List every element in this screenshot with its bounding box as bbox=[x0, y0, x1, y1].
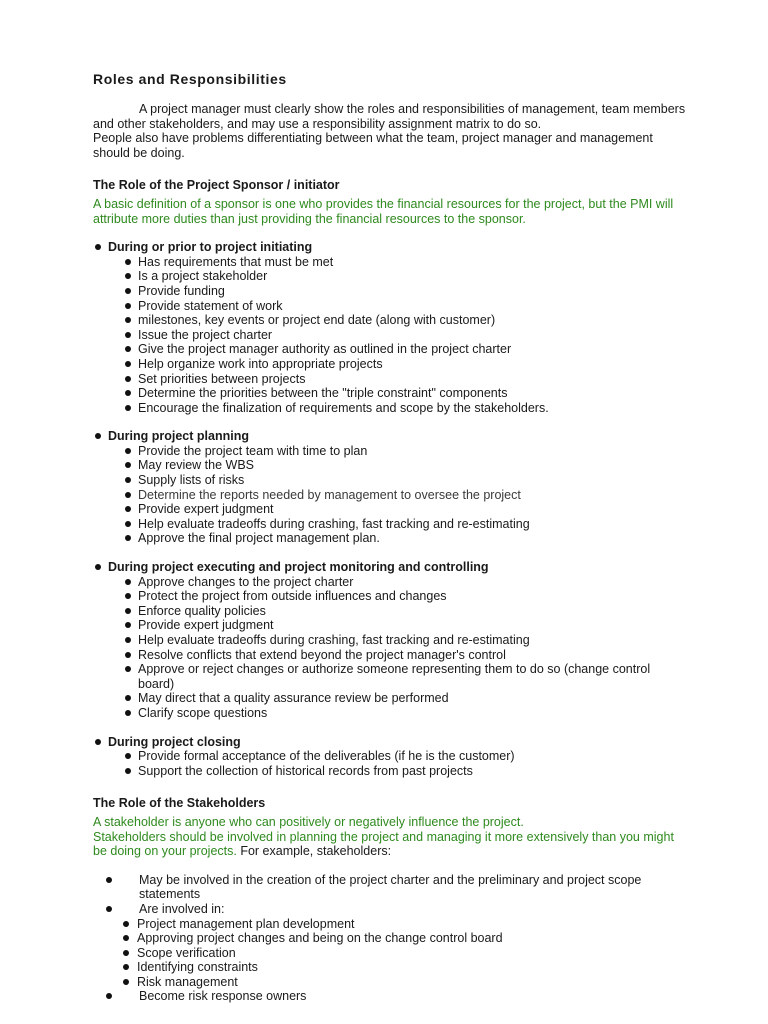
list-item: Provide the project team with time to plan bbox=[123, 444, 688, 459]
section-label: During or prior to project initiating bbox=[108, 240, 313, 255]
list-item-label: Are involved in: bbox=[139, 901, 225, 916]
intro-paragraph-2: People also have problems differentiating between what the team, project manager and management should be doing. bbox=[93, 131, 653, 160]
list-item-involved bbox=[93, 902, 688, 990]
list-item: Provide funding bbox=[123, 284, 688, 299]
page-title: Roles and Responsibilities bbox=[93, 71, 287, 87]
list-item: Identifying constraints bbox=[121, 960, 688, 975]
list-item: Clarify scope questions bbox=[123, 706, 688, 721]
list-item: Set priorities between projects bbox=[123, 372, 688, 387]
spacer bbox=[93, 546, 688, 560]
sponsor-sections bbox=[93, 240, 688, 778]
section-label: During project closing bbox=[108, 734, 241, 749]
list-item: Project management plan development bbox=[121, 917, 688, 932]
list-item: Provide formal acceptance of the deliverables (if he is the customer) bbox=[123, 749, 688, 764]
section-initiating bbox=[93, 240, 688, 415]
section-closing bbox=[93, 735, 688, 779]
list-item: Give the project manager authority as outlined in the project charter bbox=[123, 342, 688, 357]
list-item: Supply lists of risks bbox=[123, 473, 688, 488]
stakeholder-list bbox=[93, 873, 688, 1004]
stakeholders-line-1: A stakeholder is anyone who can positively or negatively influence the project. bbox=[93, 814, 524, 829]
list-item: Has requirements that must be met bbox=[123, 255, 688, 270]
sponsor-heading: The Role of the Project Sponsor / initiator bbox=[93, 178, 340, 193]
list-item: Protect the project from outside influences and changes bbox=[123, 589, 688, 604]
section-planning bbox=[93, 429, 688, 546]
intro-paragraph-1: A project manager must clearly show the roles and responsibilities of management, team members and other stakeholders, and may use a responsibility assignment matrix to do so. bbox=[93, 102, 686, 131]
involved-list bbox=[121, 917, 688, 990]
list-item: May direct that a quality assurance review be performed bbox=[123, 691, 688, 706]
section-label: During project executing and project monitoring and controlling bbox=[108, 560, 489, 575]
list-item: Support the collection of historical records from past projects bbox=[123, 764, 688, 779]
list-item: Enforce quality policies bbox=[123, 604, 688, 619]
list-item: May review the WBS bbox=[123, 458, 688, 473]
list-item: Help evaluate tradeoffs during crashing, fast tracking and re-estimating bbox=[123, 517, 688, 532]
list-item: Risk management bbox=[121, 975, 688, 990]
stakeholders-line-2-suffix: For example, stakeholders: bbox=[236, 844, 392, 859]
list-item: Resolve conflicts that extend beyond the project manager's control bbox=[123, 648, 688, 663]
list-item: Determine the priorities between the "triple constraint" components bbox=[123, 386, 688, 401]
list-item: May be involved in the creation of the project charter and the preliminary and project scope statements bbox=[93, 873, 688, 902]
closing-list bbox=[123, 749, 688, 778]
executing-list bbox=[123, 575, 688, 721]
list-item: Is a project stakeholder bbox=[123, 269, 688, 284]
list-item: Determine the reports needed by management to oversee the project bbox=[123, 488, 688, 503]
list-item: Scope verification bbox=[121, 946, 688, 961]
list-item: Provide expert judgment bbox=[123, 502, 688, 517]
list-item: Approve the final project management plan. bbox=[123, 531, 688, 546]
list-item: Provide expert judgment bbox=[123, 618, 688, 633]
list-item: Approve changes to the project charter bbox=[123, 575, 688, 590]
list-item: Approving project changes and being on the change control board bbox=[121, 931, 688, 946]
spacer bbox=[93, 415, 688, 429]
list-item: Become risk response owners bbox=[93, 989, 688, 1004]
section-label: During project planning bbox=[108, 429, 249, 444]
section-executing bbox=[93, 560, 688, 721]
list-item: Help evaluate tradeoffs during crashing, fast tracking and re-estimating bbox=[123, 633, 688, 648]
list-item: Encourage the finalization of requirements and scope by the stakeholders. bbox=[123, 401, 688, 416]
list-item: Issue the project charter bbox=[123, 328, 688, 343]
stakeholders-line-2 bbox=[93, 830, 688, 859]
list-item: Help organize work into appropriate projects bbox=[123, 357, 688, 372]
stakeholders-heading: The Role of the Stakeholders bbox=[93, 796, 266, 811]
initiating-list bbox=[123, 255, 688, 416]
sponsor-definition: A basic definition of a sponsor is one who provides the financial resources for the project, but the PMI will attribute more duties than just providing the financial resources to the sponsor. bbox=[93, 196, 674, 226]
stakeholders-line-2-text: Stakeholders should be involved in planning the project and managing it more extensively than you might be doing on your projects. bbox=[93, 829, 674, 859]
list-item: Provide statement of work bbox=[123, 299, 688, 314]
planning-list bbox=[123, 444, 688, 546]
spacer bbox=[93, 721, 688, 735]
list-item: milestones, key events or project end date (along with customer) bbox=[123, 313, 688, 328]
list-item: Approve or reject changes or authorize someone representing them to do so (change control board) bbox=[123, 662, 688, 691]
